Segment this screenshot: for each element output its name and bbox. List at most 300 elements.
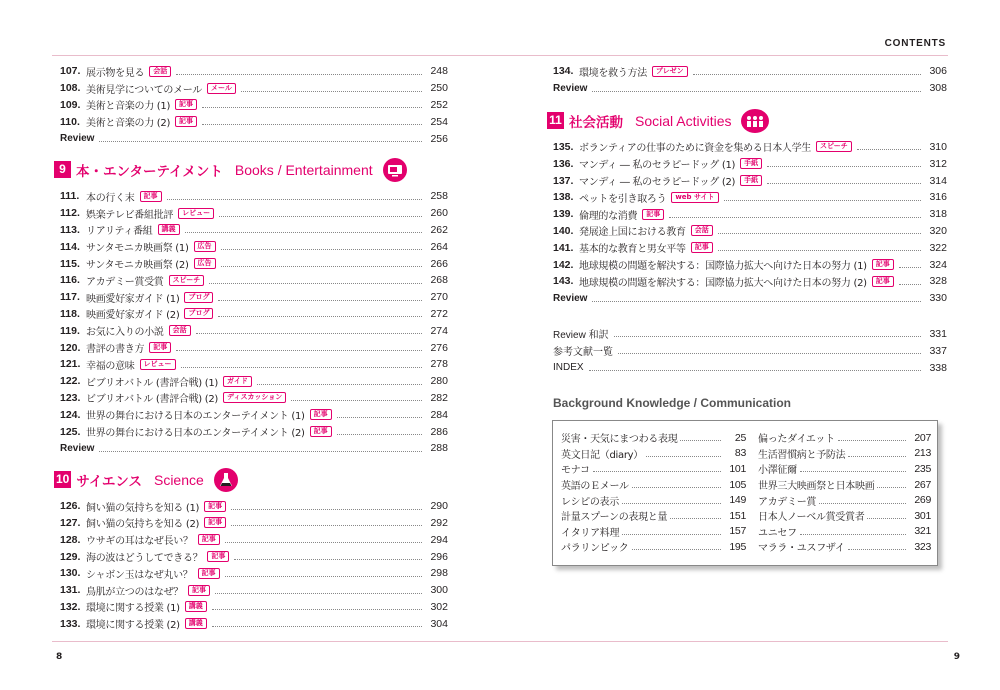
- entry-title: 幸福の意味: [86, 360, 135, 372]
- dot-leader: [632, 543, 722, 550]
- entry-number: 142.: [553, 258, 574, 271]
- dot-leader: [838, 434, 906, 441]
- entry-number: 130.: [60, 567, 81, 580]
- entry-title: 娯楽テレビ番組批評: [86, 209, 174, 221]
- section-9-heading: [54, 156, 448, 184]
- dot-leader: [877, 481, 906, 488]
- entry-genre-tag: 記事: [188, 585, 210, 596]
- entry-title: 鳥肌が立つのはなぜ？: [86, 586, 183, 598]
- entry-genre-tag: 会話: [691, 225, 713, 236]
- toc-entry[interactable]: [60, 423, 448, 440]
- entry-number: 127.: [60, 516, 81, 529]
- dot-leader: [218, 310, 422, 317]
- entry-label: 災害・天気にまつわる表現: [561, 434, 678, 446]
- index-entry[interactable]: [561, 461, 746, 477]
- entry-number: 123.: [60, 391, 81, 404]
- entry-page: 101: [729, 462, 746, 475]
- entry-genre-tag: 記事: [207, 551, 229, 562]
- entry-genre-tag: スピーチ: [816, 141, 852, 152]
- dot-leader: [899, 261, 921, 268]
- entry-genre-tag: 記事: [872, 259, 894, 270]
- dot-leader: [212, 603, 422, 610]
- entry-page: 337: [929, 344, 947, 357]
- entry-title: お気に入りの小説: [86, 327, 164, 339]
- index-entry[interactable]: [561, 492, 746, 508]
- dot-leader: [767, 177, 921, 184]
- toc-entry[interactable]: [60, 289, 448, 306]
- entry-page: 292: [430, 516, 448, 529]
- index-entry[interactable]: [758, 539, 931, 555]
- section-title: 本・エンターテイメント: [76, 163, 223, 180]
- entry-title: 基本的な教育と男女平等: [579, 244, 686, 256]
- index-entry[interactable]: [561, 524, 746, 540]
- entry-page: 149: [729, 494, 746, 507]
- toc-entry[interactable]: [553, 139, 947, 156]
- entry-title: 展示物を見る: [86, 67, 145, 79]
- entry-page: 274: [430, 324, 448, 337]
- left-column: [56, 63, 448, 632]
- entry-page: 316: [929, 191, 947, 204]
- dot-leader: [221, 260, 422, 267]
- entry-title: サンタモニカ映画祭 (1): [86, 243, 189, 255]
- entry-page: 269: [914, 494, 931, 507]
- entry-number: 122.: [60, 375, 81, 388]
- review-row[interactable]: Review 256: [60, 132, 448, 145]
- toc-entry[interactable]: [553, 273, 947, 290]
- entry-genre-tag: 広告: [194, 241, 216, 252]
- entry-page: 258: [430, 190, 448, 203]
- top-divider: [52, 55, 948, 56]
- index-entry[interactable]: [553, 359, 947, 376]
- entry-page: 320: [929, 224, 947, 237]
- section-number: 10: [56, 472, 70, 487]
- entry-genre-tag: 記事: [204, 517, 226, 528]
- entry-page: 331: [929, 327, 947, 340]
- entry-number: 109.: [60, 98, 81, 111]
- dot-leader: [632, 481, 721, 488]
- entry-title: ビブリオバトル (書評合戦) (1): [86, 377, 219, 389]
- entry-number: 119.: [60, 324, 80, 337]
- entry-title: ペットを引き取ろう: [579, 193, 667, 205]
- entry-title: 地球規模の問題を解決する：国際協力拡大へ向けた日本の努力 (2): [579, 277, 867, 289]
- entry-number: 140.: [553, 224, 574, 237]
- dot-leader: [646, 450, 721, 457]
- entry-label: 英文日記（diary）: [561, 449, 643, 461]
- entry-title: 書評の書き方: [86, 344, 145, 356]
- entry-genre-tag: 講義: [158, 224, 180, 235]
- review-row[interactable]: Review 308: [553, 82, 947, 95]
- bottom-divider: [52, 641, 948, 642]
- entry-page: 252: [430, 98, 448, 111]
- entry-page: 324: [929, 258, 947, 271]
- toc-entry[interactable]: [60, 97, 448, 114]
- index-entry[interactable]: [758, 524, 931, 540]
- dot-leader: [589, 364, 921, 371]
- entry-page: 314: [929, 174, 947, 187]
- page-number-left: 8: [56, 652, 63, 662]
- toc-entry[interactable]: [60, 515, 448, 532]
- entry-page: 321: [914, 525, 931, 538]
- section-title: サイエンス: [76, 473, 142, 490]
- dot-leader: [212, 620, 422, 627]
- dot-leader: [215, 587, 422, 594]
- entry-page: 338: [929, 361, 947, 374]
- entry-number: 131.: [60, 584, 81, 597]
- entry-page: 267: [914, 478, 931, 491]
- toc-entry[interactable]: [60, 599, 448, 616]
- dot-leader: [225, 536, 422, 543]
- dot-leader: [680, 434, 721, 441]
- entry-number: 115.: [60, 257, 80, 270]
- dot-leader: [176, 68, 422, 75]
- toc-entry[interactable]: [60, 80, 448, 97]
- section-title-en: Science: [153, 471, 204, 488]
- entry-number: 136.: [553, 157, 574, 170]
- toc-entry[interactable]: [553, 63, 947, 80]
- dot-leader: [291, 394, 422, 401]
- dot-leader: [202, 101, 422, 108]
- entry-label: Review 和訳: [553, 330, 609, 342]
- dot-leader: [176, 344, 422, 351]
- index-entry[interactable]: [758, 508, 931, 524]
- entry-genre-tag: スピーチ: [169, 275, 205, 286]
- entry-page: 304: [430, 617, 448, 630]
- background-knowledge-title: Background Knowledge / Communication: [553, 396, 792, 410]
- entry-page: 151: [729, 509, 746, 522]
- dot-leader: [848, 543, 906, 550]
- entry-genre-tag: 記事: [310, 426, 332, 437]
- toc-entry[interactable]: [60, 531, 448, 548]
- section-9-list: [60, 188, 448, 440]
- entry-genre-tag: 記事: [310, 409, 332, 420]
- entry-genre-tag: 記事: [149, 342, 171, 353]
- toc-entry[interactable]: [553, 223, 947, 240]
- index-entry[interactable]: [758, 492, 931, 508]
- index-entry[interactable]: [561, 539, 746, 555]
- entry-title: 発展途上国における教育: [579, 227, 686, 239]
- entry-number: 117.: [60, 291, 80, 304]
- dot-leader: [622, 497, 721, 504]
- dot-leader: [593, 465, 721, 472]
- dot-leader: [848, 450, 906, 457]
- index-entry[interactable]: [561, 446, 746, 462]
- flask-icon: [214, 468, 238, 492]
- entry-page: 266: [430, 257, 448, 270]
- entry-page: 280: [430, 375, 448, 388]
- toc-entry[interactable]: [60, 565, 448, 582]
- entry-number: 128.: [60, 533, 81, 546]
- index-entry[interactable]: [758, 430, 931, 446]
- entry-genre-tag: ブログ: [184, 308, 213, 319]
- dot-leader: [225, 570, 423, 577]
- dot-leader: [800, 465, 906, 472]
- left-top-list: [60, 63, 448, 130]
- entry-title: 本の行く末: [86, 192, 135, 204]
- entry-label: 生活習慣病と予防法: [758, 449, 846, 461]
- index-entry[interactable]: [758, 446, 931, 462]
- toc-entry[interactable]: [60, 205, 448, 222]
- entry-page: 323: [914, 540, 931, 553]
- entry-page: 157: [729, 525, 746, 538]
- entry-label: 計量スプーンの表現と量: [561, 512, 668, 524]
- entry-page: 83: [734, 447, 746, 460]
- entry-page: 25: [734, 431, 746, 444]
- entry-page: 296: [430, 550, 448, 563]
- toc-entry[interactable]: [60, 406, 448, 423]
- entry-page: 250: [430, 82, 448, 95]
- toc-entry[interactable]: [60, 255, 448, 272]
- entry-genre-tag: 会話: [169, 325, 191, 336]
- entry-genre-tag: 記事: [872, 276, 894, 287]
- entry-label: アカデミー賞: [758, 496, 817, 508]
- review-row[interactable]: Review 288: [60, 442, 448, 455]
- entry-page: 276: [430, 341, 448, 354]
- entry-number: 139.: [553, 208, 574, 221]
- entry-page: 195: [729, 540, 746, 553]
- entry-page: 302: [430, 600, 448, 613]
- toc-entry[interactable]: [60, 272, 448, 289]
- dot-leader: [899, 278, 921, 285]
- toc-entry[interactable]: [60, 63, 448, 80]
- entry-title: 美術と音楽の力 (1): [86, 101, 171, 113]
- entry-number: 134.: [553, 65, 574, 78]
- toc-entry[interactable]: [553, 172, 947, 189]
- entry-label: マララ・ユスフザイ: [758, 543, 845, 555]
- toc-entry[interactable]: [60, 615, 448, 632]
- entry-number: 129.: [60, 550, 81, 563]
- dot-leader: [800, 528, 906, 535]
- entry-number: 108.: [60, 82, 81, 95]
- entry-number: 126.: [60, 500, 81, 513]
- entry-label: イタリア料理: [561, 527, 620, 539]
- right-top-list: [553, 63, 947, 80]
- entry-label: 参考文献一覧: [553, 347, 613, 359]
- entry-title: 地球規模の問題を解決する：国際協力拡大へ向けた日本の努力 (1): [579, 261, 867, 273]
- toc-entry[interactable]: [553, 239, 947, 256]
- entry-number: 113.: [60, 223, 80, 236]
- toc-entry[interactable]: [60, 113, 448, 130]
- dot-leader: [337, 411, 422, 418]
- toc-entry[interactable]: [60, 188, 448, 205]
- entry-title: 環境を救う方法: [579, 67, 647, 79]
- entry-number: 120.: [60, 341, 81, 354]
- toc-entry[interactable]: [553, 189, 947, 206]
- background-knowledge-box: [552, 420, 938, 566]
- right-column: [549, 63, 947, 376]
- review-row[interactable]: Review 330: [553, 292, 947, 305]
- entry-page: 207: [914, 431, 931, 444]
- entry-genre-tag: 記事: [691, 242, 713, 253]
- dot-leader: [218, 294, 422, 301]
- section-10-heading: [54, 466, 448, 494]
- tv-icon: [383, 158, 407, 182]
- entry-page: 272: [430, 307, 448, 320]
- header-contents: CONTENTS: [884, 38, 946, 49]
- dot-leader: [718, 244, 921, 251]
- entry-number: 111.: [60, 190, 80, 203]
- entry-genre-tag: 広告: [194, 258, 216, 269]
- entry-page: 286: [430, 425, 448, 438]
- entry-label: 世界三大映画祭と日本映画: [758, 481, 875, 493]
- dot-leader: [219, 210, 422, 217]
- entry-label: ユニセフ: [758, 527, 797, 539]
- entry-genre-tag: ガイド: [223, 376, 252, 387]
- entry-genre-tag: 手紙: [740, 158, 762, 169]
- toc-entry[interactable]: [60, 322, 448, 339]
- dot-leader: [718, 227, 921, 234]
- entry-title: シャボン玉はなぜ丸い？: [86, 569, 193, 581]
- toc-entry[interactable]: [60, 390, 448, 407]
- entry-page: 322: [929, 241, 947, 254]
- dot-leader: [618, 347, 921, 354]
- entry-label: 日本人ノーベル賞受賞者: [758, 512, 865, 524]
- entry-genre-tag: web サイト: [671, 192, 718, 203]
- entry-genre-tag: 手紙: [740, 175, 762, 186]
- entry-page: 248: [430, 65, 448, 78]
- toc-entry[interactable]: [60, 498, 448, 515]
- toc-entry[interactable]: [60, 582, 448, 599]
- entry-page: 290: [430, 500, 448, 513]
- index-entry[interactable]: [553, 342, 947, 359]
- index-entry[interactable]: [553, 326, 947, 343]
- entry-title: 飼い猫の気持ちを知る (2): [86, 519, 200, 531]
- section-title-en: Social Activities: [635, 112, 732, 129]
- index-entry[interactable]: [561, 430, 746, 446]
- entry-label: 偏ったダイエット: [758, 434, 835, 446]
- toc-entry[interactable]: [553, 256, 947, 273]
- entry-page: 264: [430, 240, 448, 253]
- entry-label: 小澤征爾: [758, 465, 797, 477]
- entry-title: 環境に関する授業 (2): [86, 620, 180, 632]
- dot-leader: [622, 528, 721, 535]
- bk-right-column: [746, 430, 931, 565]
- entry-genre-tag: 講義: [185, 601, 207, 612]
- entry-title: ボランティアの仕事のために資金を集める日本人学生: [579, 143, 811, 155]
- entry-genre-tag: 記事: [175, 99, 197, 110]
- entry-genre-tag: 記事: [140, 191, 162, 202]
- entry-label: INDEX: [553, 362, 584, 374]
- dot-leader: [167, 193, 423, 200]
- dot-leader: [231, 503, 422, 510]
- entry-page: 262: [430, 223, 448, 236]
- toc-entry[interactable]: [60, 356, 448, 373]
- index-entry[interactable]: [758, 477, 931, 493]
- entry-genre-tag: ディスカッション: [223, 392, 286, 403]
- index-entry[interactable]: [561, 477, 746, 493]
- dot-leader: [241, 85, 422, 92]
- dot-leader: [209, 277, 422, 284]
- entry-title: ウサギの耳はなぜ長い？: [86, 536, 193, 548]
- dot-leader: [221, 243, 422, 250]
- entry-genre-tag: 記事: [204, 501, 226, 512]
- entry-genre-tag: 講義: [185, 618, 207, 629]
- entry-genre-tag: メール: [207, 83, 236, 94]
- entry-title: マンディ ― 私のセラピードッグ (2): [579, 177, 736, 189]
- entry-number: 116.: [60, 274, 80, 287]
- dot-leader: [670, 512, 721, 519]
- toc-entry[interactable]: [553, 206, 947, 223]
- dot-leader: [614, 330, 921, 337]
- entry-genre-tag: ブログ: [184, 292, 213, 303]
- toc-entry[interactable]: [60, 339, 448, 356]
- index-entry[interactable]: [561, 508, 746, 524]
- entry-page: 260: [430, 207, 448, 220]
- entry-page: 284: [430, 408, 448, 421]
- entry-title: 飼い猫の気持ちを知る (1): [86, 502, 200, 514]
- entry-genre-tag: プレゼン: [652, 66, 688, 77]
- entry-genre-tag: 会話: [149, 66, 171, 77]
- dot-leader: [724, 194, 922, 201]
- entry-genre-tag: レビュー: [178, 208, 214, 219]
- entry-number: 125.: [60, 425, 81, 438]
- index-entry[interactable]: [758, 461, 931, 477]
- dot-leader: [257, 378, 422, 385]
- dot-leader: [231, 519, 422, 526]
- entry-title: サンタモニカ映画祭 (2): [86, 260, 189, 272]
- entry-title: 環境に関する授業 (1): [86, 603, 180, 615]
- entry-label: レシピの表示: [561, 496, 619, 508]
- entry-page: 270: [430, 291, 448, 304]
- entry-title: 海の波はどうしてできる？: [86, 553, 203, 565]
- section-number: 9: [54, 161, 71, 178]
- entry-page: 298: [430, 567, 448, 580]
- toc-entry[interactable]: [60, 222, 448, 239]
- toc-entry[interactable]: [60, 548, 448, 565]
- entry-genre-tag: 記事: [198, 534, 220, 545]
- entry-number: 121.: [60, 358, 81, 371]
- page-number-right: 9: [953, 652, 960, 662]
- entry-label: モナコ: [561, 465, 590, 477]
- entry-title: 美術見学についてのメール: [86, 84, 202, 96]
- entry-page: 328: [929, 275, 947, 288]
- entry-page: 318: [929, 208, 947, 221]
- dot-leader: [767, 160, 921, 167]
- people-icon: [741, 109, 769, 133]
- entry-page: 268: [430, 274, 448, 287]
- dot-leader: [234, 553, 422, 560]
- entry-genre-tag: 記事: [198, 568, 220, 579]
- entry-label: 英語のＥメール: [561, 481, 629, 493]
- entry-title: マンディ ― 私のセラピードッグ (1): [579, 160, 736, 172]
- dot-leader: [867, 512, 906, 519]
- entry-page: 278: [430, 358, 448, 371]
- entry-genre-tag: 記事: [642, 209, 664, 220]
- toc-entry[interactable]: [60, 238, 448, 255]
- entry-title: ビブリオバトル (書評合戦) (2): [86, 394, 219, 406]
- section-number: 11: [547, 112, 564, 129]
- dot-leader: [669, 211, 921, 218]
- toc-entry[interactable]: [553, 155, 947, 172]
- dot-leader: [337, 428, 422, 435]
- bk-left-column: [561, 430, 746, 565]
- entry-number: 132.: [60, 600, 81, 613]
- entry-title: 映画愛好家ガイド (2): [86, 310, 180, 322]
- toc-entry[interactable]: [60, 373, 448, 390]
- entry-genre-tag: 記事: [175, 116, 197, 127]
- dot-leader: [181, 361, 423, 368]
- entry-number: 110.: [60, 115, 80, 128]
- entry-page: 306: [929, 65, 947, 78]
- entry-number: 143.: [553, 275, 574, 288]
- entry-number: 114.: [60, 240, 80, 253]
- entry-title: 倫理的な消費: [579, 210, 638, 222]
- dot-leader: [185, 226, 423, 233]
- entry-number: 138.: [553, 191, 574, 204]
- entry-title: 美術と音楽の力 (2): [86, 118, 171, 130]
- toc-entry[interactable]: [60, 306, 448, 323]
- entry-title: リアリティ番組: [86, 226, 153, 238]
- entry-page: 312: [929, 157, 947, 170]
